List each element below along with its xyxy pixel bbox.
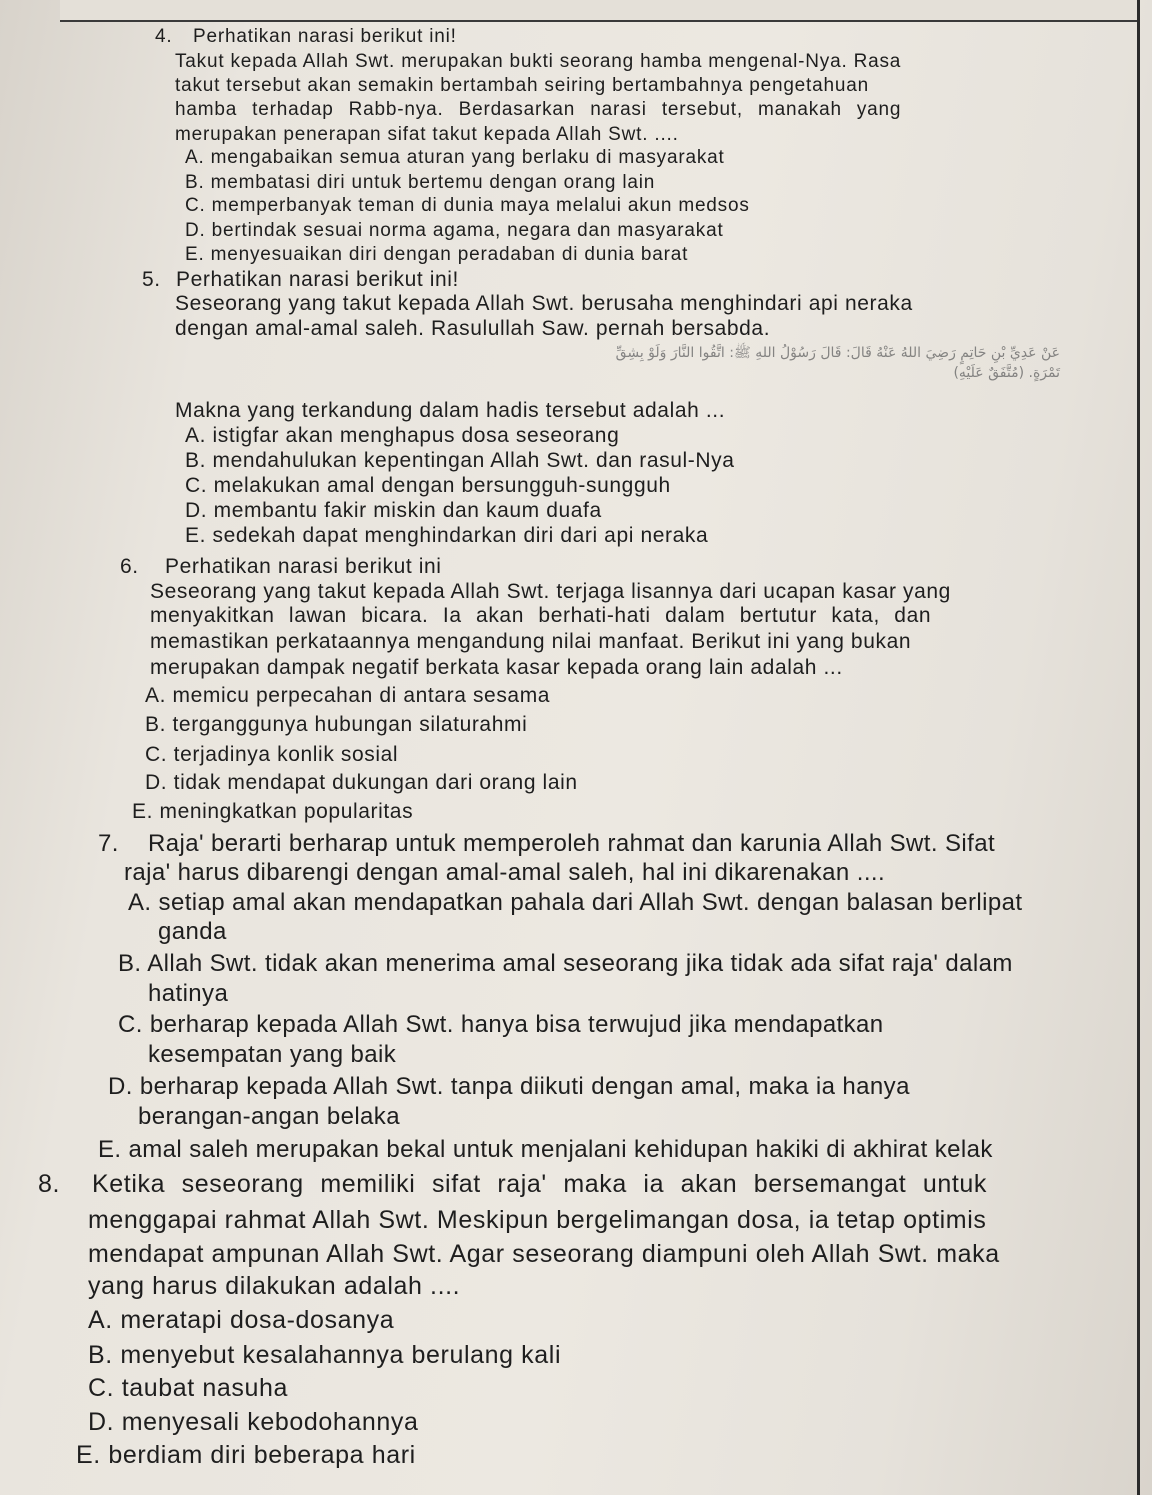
- q7-option-c-cont: kesempatan yang baik: [148, 1041, 397, 1068]
- q5-option-e: E. sedekah dapat menghindarkan diri dari api neraka: [185, 524, 709, 547]
- q7-option-c: C. berharap kepada Allah Swt. hanya bisa terwujud jika mendapatkan: [118, 1011, 884, 1038]
- q7-option-b-cont: hatinya: [148, 980, 229, 1007]
- q6-option-b: B. terganggunya hubungan silaturahmi: [145, 713, 528, 736]
- q8-option-b: B. menyebut kesalahannya berulang kali: [88, 1341, 562, 1369]
- q7-stem-line: Raja' berarti berharap untuk memperoleh rahmat dan karunia Allah Swt. Sifat: [148, 830, 996, 857]
- q5-question: Makna yang terkandung dalam hadis tersebut adalah ...: [175, 399, 726, 422]
- q6-narrative-line: menyakitkan lawan bicara. Ia akan berhati-hati dalam bertutur kata, dan: [150, 604, 932, 627]
- q5-intro: Perhatikan narasi berikut ini!: [176, 268, 459, 291]
- q7-option-b: B. Allah Swt. tidak akan menerima amal seseorang jika tidak ada sifat raja' dalam: [118, 950, 1013, 977]
- q5-option-b: B. mendahulukan kepentingan Allah Swt. dan rasul-Nya: [185, 449, 735, 472]
- hadith-arabic-line: عَنْ عَدِيِّ بْنِ حَاتِمٍ رَضِيَ اللهُ عَنْهُ قَالَ: قَالَ رَسُوْلُ اللهِ ﷺ: اتَّقُوا النَّارَ وَلَوْ بِشِقِّ: [615, 345, 1060, 361]
- q4-narrative-line: takut tersebut akan semakin bertambah seiring bertambahnya pengetahuan: [175, 75, 869, 96]
- q4-option-e: E. menyesuaikan diri dengan peradaban di dunia barat: [185, 244, 689, 265]
- q6-option-c: C. terjadinya konlik sosial: [145, 743, 399, 766]
- q7-option-d-cont: berangan-angan belaka: [138, 1103, 400, 1130]
- q5-option-a: A. istigfar akan menghapus dosa seseorang: [185, 424, 620, 447]
- q7-number: 7.: [98, 830, 119, 857]
- q7-stem-line: raja' harus dibarengi dengan amal-amal saleh, hal ini dikarenakan ....: [124, 859, 886, 886]
- q8-option-c: C. taubat nasuha: [88, 1374, 289, 1402]
- q8-option-a: A. meratapi dosa-dosanya: [88, 1306, 395, 1334]
- q6-option-d: D. tidak mendapat dukungan dari orang lain: [145, 771, 578, 794]
- q4-option-a: A. mengabaikan semua aturan yang berlaku di masyarakat: [185, 147, 725, 168]
- hadith-arabic-line: تَمْرَةٍ. (مُتَّفَقٌ عَلَيْهِ): [953, 365, 1060, 381]
- q6-narrative-line: memastikan perkataannya mengandung nilai manfaat. Berikut ini yang bukan: [150, 630, 912, 653]
- q7-option-e: E. amal saleh merupakan bekal untuk menjalani kehidupan hakiki di akhirat kelak: [98, 1136, 993, 1163]
- q7-option-d: D. berharap kepada Allah Swt. tanpa diikuti dengan amal, maka ia hanya: [108, 1073, 910, 1100]
- q4-option-d: D. bertindak sesuai norma agama, negara dan masyarakat: [185, 220, 724, 241]
- q5-narrative-line: dengan amal-amal saleh. Rasulullah Saw. pernah bersabda.: [175, 317, 771, 340]
- q8-number: 8.: [38, 1170, 61, 1198]
- q6-narrative-line: Seseorang yang takut kepada Allah Swt. terjaga lisannya dari ucapan kasar yang: [150, 580, 951, 603]
- q6-option-a: A. memicu perpecahan di antara sesama: [145, 684, 551, 707]
- q6-intro: Perhatikan narasi berikut ini: [165, 555, 442, 578]
- q4-option-b: B. membatasi diri untuk bertemu dengan orang lain: [185, 172, 656, 193]
- q7-option-a: A. setiap amal akan mendapatkan pahala dari Allah Swt. dengan balasan berlipat: [128, 889, 1023, 916]
- q5-narrative-line: Seseorang yang takut kepada Allah Swt. berusaha menghindari api neraka: [175, 292, 913, 315]
- q4-option-c: C. memperbanyak teman di dunia maya melalui akun medsos: [185, 195, 750, 216]
- q8-stem-line: mendapat ampunan Allah Swt. Agar seseorang diampuni oleh Allah Swt. maka: [88, 1240, 1000, 1268]
- q8-stem-line: menggapai rahmat Allah Swt. Meskipun bergelimangan dosa, ia tetap optimis: [88, 1206, 987, 1234]
- q5-number: 5.: [142, 268, 161, 291]
- q8-option-e: E. berdiam diri beberapa hari: [76, 1441, 416, 1469]
- q4-intro: Perhatikan narasi berikut ini!: [193, 26, 457, 47]
- top-border: [60, 0, 1140, 22]
- q8-option-d: D. menyesali kebodohannya: [88, 1408, 419, 1436]
- hadith-arabic: [420, 343, 1060, 385]
- q6-narrative-line: merupakan dampak negatif berkata kasar kepada orang lain adalah ...: [150, 656, 843, 679]
- q4-number: 4.: [155, 26, 173, 47]
- margin-line: [1137, 0, 1140, 1495]
- q4-narrative-line: Takut kepada Allah Swt. merupakan bukti seorang hamba mengenal-Nya. Rasa: [175, 51, 902, 72]
- q8-stem-line: yang harus dilakukan adalah ....: [88, 1272, 461, 1300]
- q5-option-d: D. membantu fakir miskin dan kaum duafa: [185, 499, 602, 522]
- q4-narrative-line: hamba terhadap Rabb-nya. Berdasarkan narasi tersebut, manakah yang: [175, 99, 902, 120]
- q5-option-c: C. melakukan amal dengan bersungguh-sungguh: [185, 474, 671, 497]
- q7-option-a-cont: ganda: [158, 918, 227, 945]
- q4-narrative-line: merupakan penerapan sifat takut kepada Allah Swt. ....: [175, 124, 679, 145]
- q8-stem-line: Ketika seseorang memiliki sifat raja' maka ia akan bersemangat untuk: [92, 1170, 988, 1198]
- q6-option-e: E. meningkatkan popularitas: [132, 800, 414, 823]
- q6-number: 6.: [120, 555, 139, 578]
